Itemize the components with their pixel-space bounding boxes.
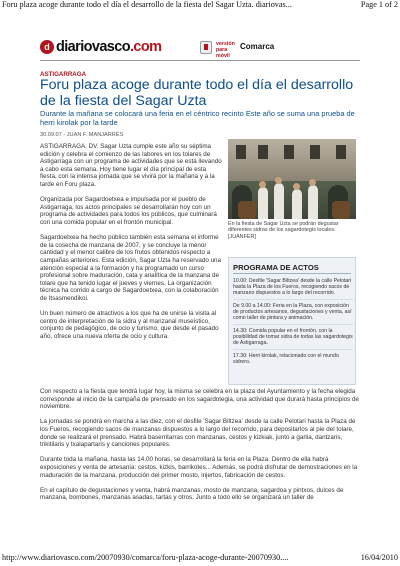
photo-window: [258, 145, 268, 159]
mobile-version-link[interactable]: versión para móvil: [216, 41, 235, 59]
article-paragraph: Un buen número de atractivos a los que ha de unirse la visita al centro de interpretación de la sidra y al manzanal museístico, conjunto de pedagógico, de ocio y turismo, que desde el pasado año, ofrece una nueva oferta de ocio y cultura.: [40, 310, 219, 340]
article-photo: [228, 139, 356, 219]
print-footer-url: http://www.diariovasco.com/20070930/comarca/foru-plaza-acoge-durante-20070930....: [2, 553, 289, 562]
program-title: PROGRAMA DE ACTOS: [233, 263, 319, 272]
program-divider: [233, 273, 351, 274]
print-header-title: Foru plaza acoge durante todo el día el desarrollo de la fiesta del Sagar Uzta. diariovas...: [2, 0, 292, 9]
photo-barrel: [238, 201, 256, 219]
site-logo-link[interactable]: [56, 38, 161, 56]
logo-suffix: .com: [130, 39, 162, 55]
section-label: Comarca: [240, 42, 275, 51]
photo-window: [336, 145, 346, 159]
article-paragraph: La jornadas se pondrá en marcha a las diez, con el desfile 'Sagar Biltzea' desde la calle Pelotari hasta la Plaza de los Fueros, recogiendo sacos de manzanas dispuestos a lo largo del recorrido, para depositarlos al pie del tolare, donde se realizará el prensado. Habrá baserritarras con manzanas, cestos y kizkiak, junto a garlia, dantzaris, trikitilaris y txalapartaris y canciones populares.: [40, 418, 356, 449]
photo-person-head: [309, 179, 316, 186]
article-headline: Foru plaza acoge durante todo el día el desarrollo de la fiesta del Sagar Uzta: [40, 77, 354, 109]
print-header: [2, 0, 398, 10]
masthead-divider: [40, 60, 360, 61]
print-footer-date: 16/04/2010: [360, 553, 398, 562]
photo-person: [308, 185, 318, 219]
article-body-left: [40, 143, 222, 348]
photo-person-head: [259, 181, 266, 188]
print-header-page: Page 1 of 2: [360, 0, 398, 9]
program-box: [228, 257, 356, 385]
photo-person: [292, 189, 302, 219]
photo-person-head: [275, 177, 282, 184]
article-paragraph: Organizada por Sagardoetxea e impulsada por el pueblo de Astigarraga, los actos principales se desarrollarán hoy con un programa de actividades para todos los públicos, que culminará con una comida popular en el frontón municipal.: [40, 196, 217, 226]
logo-text: diariovasco: [56, 39, 130, 55]
photo-window: [236, 145, 246, 159]
photo-caption: En la fiesta de Sagar Uzta se podrán degustar diferentes sidras de los sagardotegis locales. [JUANFER]: [228, 221, 339, 240]
program-item: 17.30: Herri kirolak, relacionado con el mundo sidrero.: [233, 353, 339, 365]
photo-person: [258, 187, 268, 219]
logo-icon: d: [40, 40, 54, 54]
article-paragraph: Con respecto a la fiesta que tendrá lugar hoy, la misma se celebra en la plaza del Ayuntamiento y la fecha elegida corresponde al inicio de la campaña de prensado en los sagardotegia, una actividad que durará hasta principios de noviembre.: [40, 388, 359, 411]
program-item: De 9.00 a 14.00: Feria en la Plaza, con exposición de productos artesanos, degustaciones y venta, así como taller de pintura y animación.: [233, 303, 353, 325]
article-byline: 30.09.07 - JUAN F. MANJARRÉS: [40, 132, 124, 138]
article-paragraph: Durante toda la mañana, hasta las 14.00 horas, se desarrollará la feria en la Plaza. Dentro de ella habrá exposiciones y venta de artesanía: cestos, kizkis, barrikotes... Además, se podrá disfrutar de demostraciones en la maduración de la manzana, producción del primer mosto, injertos, fabricación de cestos.: [40, 456, 358, 479]
program-list: [233, 278, 353, 371]
article-paragraph: Sagardoetxea ha hecho público también esta semana el informe de la cosecha de manzana de 2007, y se concluye la menor cantidad y el menor calibre de los frutos obtenidos respecto a campañas anteriores. Esta edición, Sagar Uzta ha reservado una atención especial a la formación y ha programado un curso profesional sobre maduración, cata y analítica de la manzana de tolare que ha tenido lugar el jueves y viernes. La organización técnica ha corrido a cargo de Sagardoetxea, con la colaboración de Itsasmendikoi.: [40, 234, 222, 302]
article-paragraph: ASTIGARRAGA. DV. Sagar Uzta cumple este año su séptima edición y celebra el comienzo de las labores en los tolares de Astigarraga con un programa de actividades que se está llevando a cabo esta semana. Hoy tiene lugar el día principal de esta fiesta, con la intensa jornada que se vivirá por la mañana y a la tarde en Foru plaza.: [40, 143, 222, 188]
photo-window: [310, 145, 320, 159]
photo-person-head: [293, 183, 300, 190]
print-footer: [2, 553, 398, 563]
masthead: [40, 38, 360, 58]
program-item: 14.30: Comida popular en el frontón, con la posibilidad de tomar sidra de todas las sagardotegis de Astigarraga.: [233, 328, 353, 350]
article-body-full: [40, 388, 360, 510]
article-subhead: Durante la mañana se colocará una feria en el céntrico recinto Este año se suma una prueba de herri kirolak por la tarde: [40, 109, 355, 127]
photo-person: [274, 183, 284, 219]
article-paragraph: En el capítulo de degustaciones y venta, habrá manzanas, mosto de manzana, sagardoa y pintxos, dulces de manzana, bombones, manzanas asadas, tartas y otros. Junto a todo ello se organizará un taller de: [40, 486, 344, 502]
mobile-phone-icon[interactable]: [200, 41, 212, 54]
program-item: 10.00: Desfile 'Sagar Biltzea' desde la calle Pelotari hasta la Plaza de los Fueros, recogiendo sacos de manzano dispuestos a lo largo del recorrido.: [233, 278, 353, 300]
article-kicker: ASTIGARRAGA: [40, 71, 87, 78]
photo-window: [284, 145, 294, 159]
photo-barrel: [332, 201, 350, 219]
